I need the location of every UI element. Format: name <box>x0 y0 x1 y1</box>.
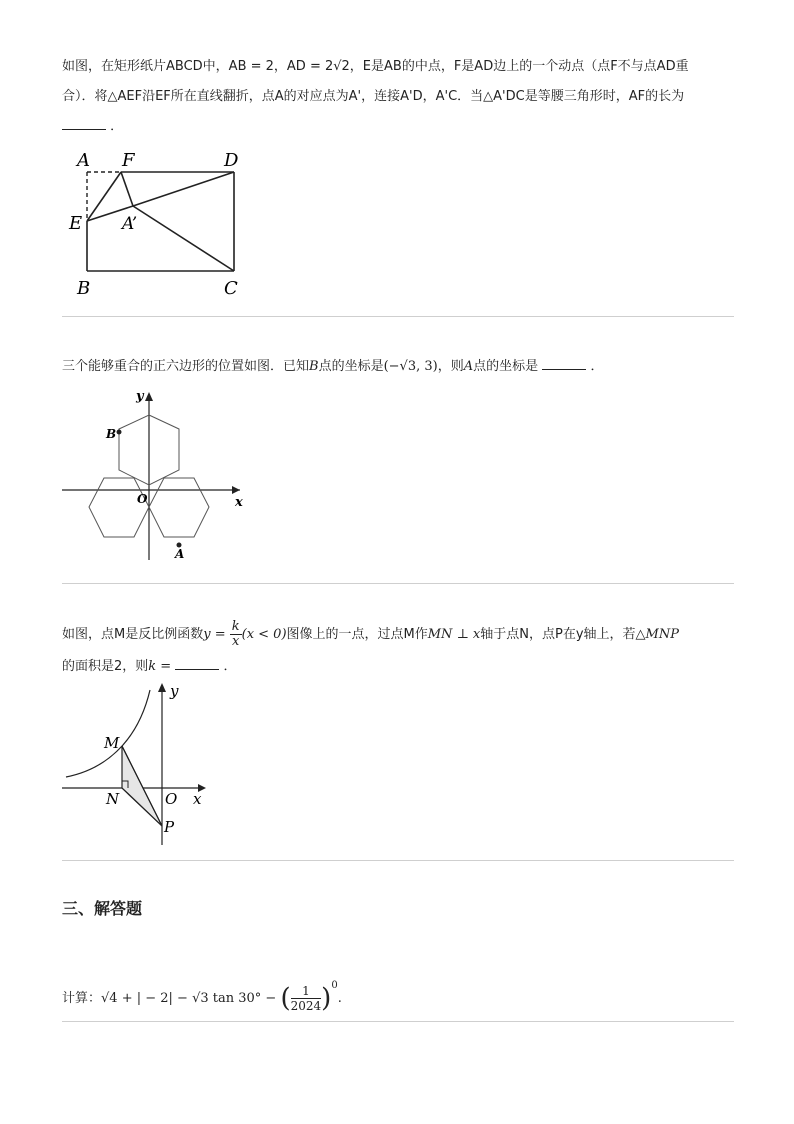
segment-A'C <box>133 206 234 271</box>
label-E: E <box>69 213 83 234</box>
label-O: O <box>137 492 148 506</box>
label-F: F <box>122 150 135 171</box>
label-M: M <box>104 734 120 752</box>
q3-figure <box>62 680 222 850</box>
section-title: 三、解答题 <box>62 899 143 918</box>
question-4: 计算：√4 + | − 2| − √3 tan 30° − ( $\frac{1}{2024}$ )$^0$. <box>62 980 342 1014</box>
hexagon-left <box>89 478 149 537</box>
answer-blank[interactable] <box>62 117 106 130</box>
label-x: x <box>193 790 202 808</box>
label-y: y <box>136 389 144 404</box>
label-B: B <box>106 427 117 441</box>
label-O: O <box>165 790 178 808</box>
label-D: D <box>224 150 239 171</box>
fraction-1-over-2024: $\frac{1}{2024}$ <box>290 984 322 1013</box>
question-2: 三个能够重合的正六边形的位置如图．已知B点的坐标是(−√3, 3)，则A点的坐标是 ． <box>62 359 604 374</box>
segment-A'D <box>133 172 234 206</box>
answer-blank[interactable] <box>175 657 219 670</box>
label-A: A <box>77 150 90 171</box>
label-x: x <box>235 495 243 510</box>
divider <box>62 860 734 861</box>
segment-EF <box>87 172 121 221</box>
question-1 <box>62 52 734 142</box>
expression: √4 + | − 2| − √3 tan 30° − <box>101 991 277 1006</box>
q2-hexagon-figure <box>62 382 262 567</box>
divider <box>62 316 734 317</box>
hexagon-right <box>149 478 209 537</box>
q1-line2: 合）．将△AEF沿EF所在直线翻折，点A的对应点为A'，连接A'D，A'C．当△A'DC是等腰三角形时，AF的长为 <box>62 89 685 104</box>
label-y: y <box>170 682 179 700</box>
label-N: N <box>106 790 120 808</box>
answer-blank[interactable] <box>542 357 586 370</box>
segment-FA' <box>121 172 133 206</box>
label-A: A <box>175 547 185 561</box>
divider <box>62 583 734 584</box>
fraction-k-over-x: $\frac{k}{x}$ <box>231 619 240 649</box>
x-arrow <box>232 486 240 494</box>
q1-line1: 如图，在矩形纸片ABCD中，AB = 2，AD = 2√2，E是AB的中点，F是AD边上的一个动点（点F不与点AD重 <box>62 59 689 74</box>
question-3: 如图，点M是反比例函数y = $\frac{k}{x}$ (x < 0)图像上的一点，过点M作MN ⊥ x轴于点N，点P在y轴上，若△MNP 的面积是2，则k = ． <box>62 619 679 674</box>
label-P: P <box>164 818 175 836</box>
q1-figure <box>62 146 252 306</box>
divider <box>62 1021 734 1022</box>
q1-line3: ． <box>62 112 734 142</box>
point-B <box>117 430 122 435</box>
y-arrow <box>145 392 153 401</box>
y-arrow <box>158 683 166 692</box>
label-B: B <box>77 278 91 299</box>
label-Aprime: A’ <box>122 214 138 234</box>
label-C: C <box>224 278 238 299</box>
